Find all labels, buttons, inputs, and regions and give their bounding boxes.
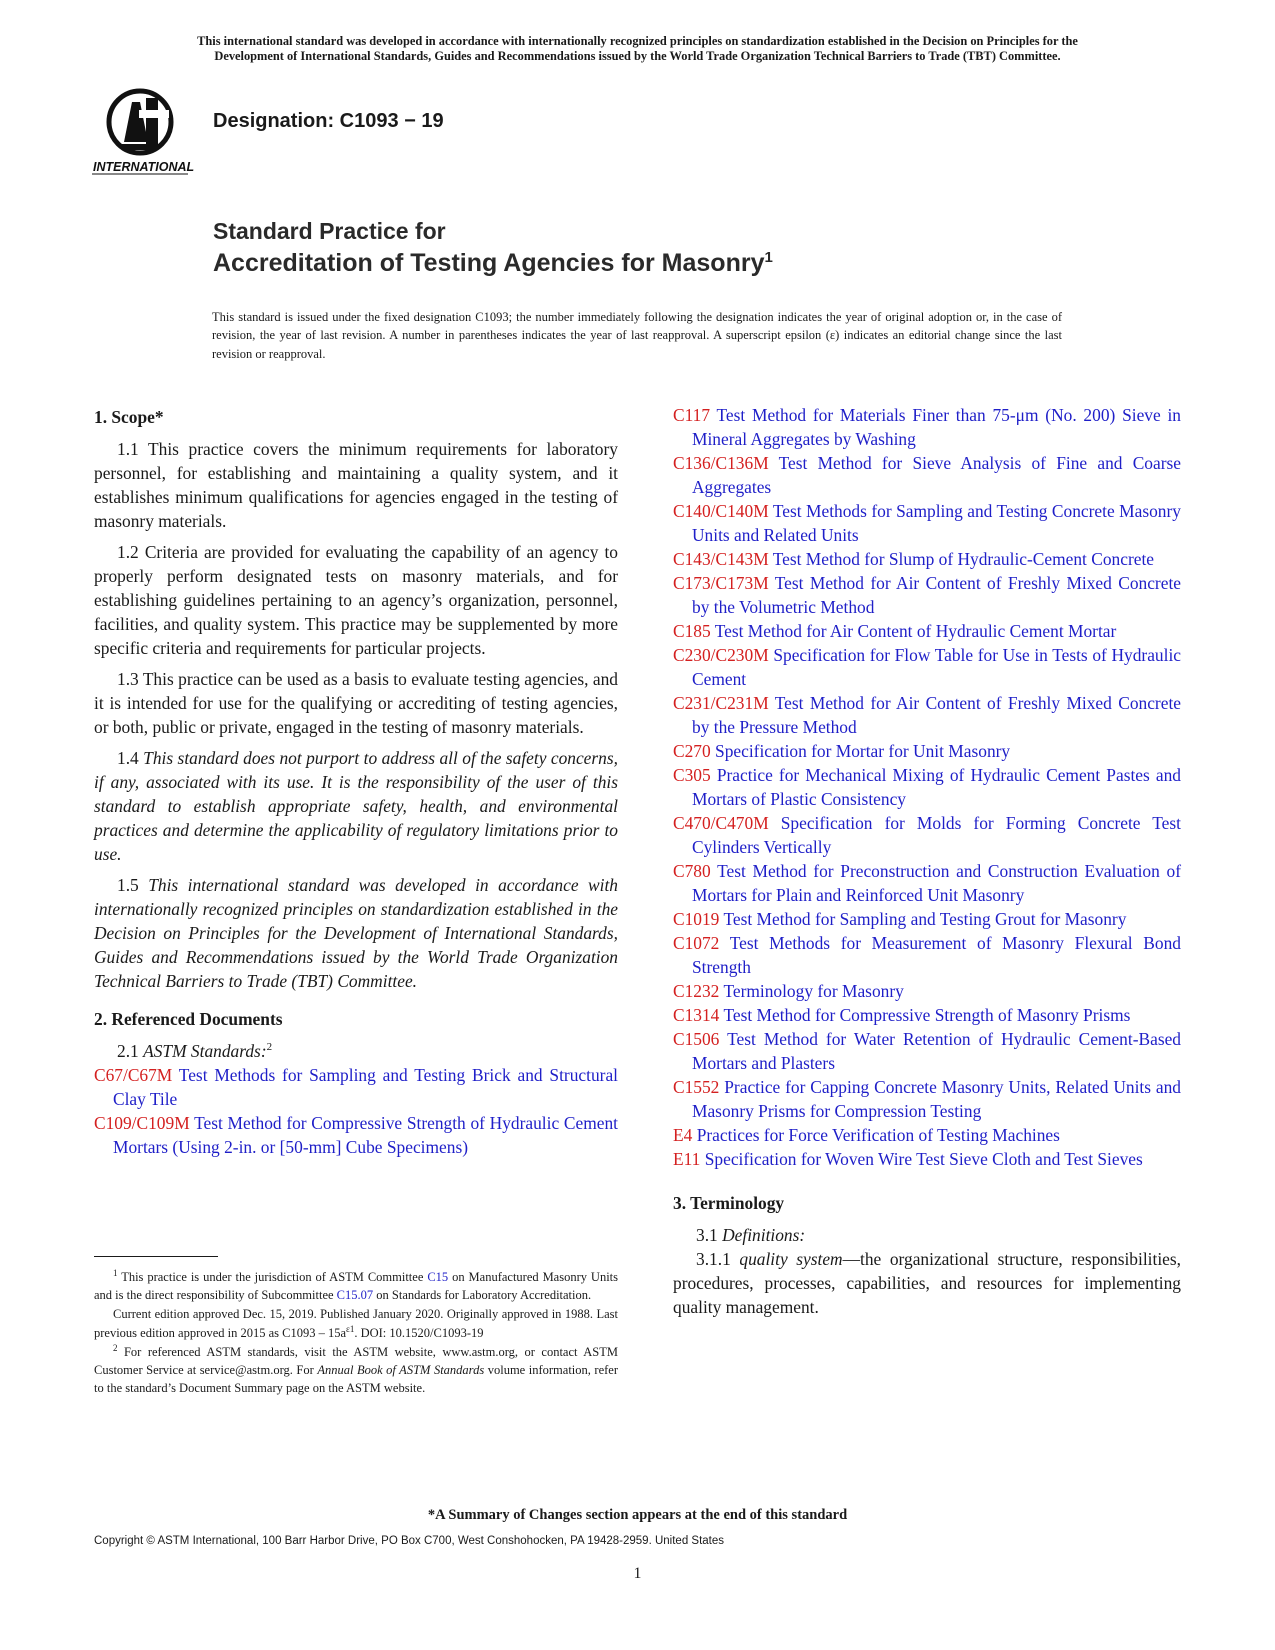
reference-link[interactable]: [94, 1111, 618, 1159]
summary-of-changes-note: *A Summary of Changes section appears at the end of this standard: [427, 1507, 848, 1523]
ref-title: Test Method for Slump of Hydraulic-Cement Concrete: [772, 549, 1155, 569]
definition-term: quality system: [739, 1249, 843, 1269]
ref-title: Test Method for Materials Finer than 75-μm (No. 200) Sieve in Mineral Aggregates by Washing: [692, 405, 1181, 449]
definition-quality-system: [673, 1247, 1181, 1319]
ref-code: E4: [673, 1125, 693, 1145]
reference-link[interactable]: [673, 451, 1181, 499]
ref-code: C173/C173M: [673, 573, 769, 593]
fn2-text-a: For referenced ASTM standards, visit the ASTM website, www.astm.org, or contact ASTM Customer Service at service@astm.org. For: [94, 1344, 619, 1378]
ref-title: Test Methods for Sampling and Testing Concrete Masonry Units and Related Units: [692, 501, 1181, 545]
fn1-text-a: This practice is under the jurisdiction of ASTM Committee: [121, 1270, 424, 1284]
left-column: [94, 405, 618, 1159]
title-footnote-mark: 1: [764, 249, 773, 266]
reference-link[interactable]: [673, 811, 1181, 859]
scope-1-3: 1.3 This practice can be used as a basis to evaluate testing agencies, and it is intended for use for the qualifying or accrediting of testing agencies, or both, public or private, engaged in the testing of masonry materials.: [94, 669, 618, 737]
ref-code: C305: [673, 765, 711, 785]
ref-code: C136/C136M: [673, 453, 769, 473]
scope-1-4-num: 1.4: [117, 748, 139, 768]
ref-title: Test Method for Sieve Analysis of Fine and Coarse Aggregates: [692, 453, 1181, 497]
title-line1: Standard Practice for: [213, 218, 446, 244]
scope-heading: 1. Scope*: [94, 407, 164, 427]
edition-note: [94, 1305, 618, 1341]
ref-code: C780: [673, 861, 711, 881]
title-text: Accreditation of Testing Agencies for Masonry: [213, 249, 765, 277]
wto-notice: [60, 34, 1215, 64]
edition-doi: . DOI: 10.1520/C1093-19: [354, 1325, 484, 1340]
scope-1-4: [94, 746, 618, 866]
left-ref-list: [94, 1063, 618, 1159]
ref-title: Test Method for Preconstruction and Construction Evaluation of Mortars for Plain and Reinforced Unit Masonry: [692, 861, 1181, 905]
copyright: Copyright © ASTM International, 100 Barr Harbor Drive, PO Box C700, West Conshohocken, PA 19428-2959. United States: [94, 1535, 725, 1547]
ref-title: Test Method for Air Content of Hydraulic Cement Mortar: [714, 621, 1117, 641]
ref-code: C1552: [673, 1077, 720, 1097]
footnote-1: [94, 1268, 618, 1304]
subcommittee-c1507-link[interactable]: C15.07: [336, 1288, 374, 1303]
astm-standards-subhead: [94, 1039, 618, 1063]
astm-standards-label: ASTM Standards:: [143, 1041, 267, 1061]
reference-link[interactable]: [673, 643, 1181, 691]
document-title: [213, 215, 773, 279]
ref-title: Test Method for Sampling and Testing Grout for Masonry: [723, 909, 1127, 929]
reference-link[interactable]: [673, 619, 1181, 643]
scope-1-5: [94, 873, 618, 993]
reference-link[interactable]: [673, 547, 1181, 571]
definition-num: 3.1.1: [696, 1249, 731, 1269]
reference-link[interactable]: [673, 859, 1181, 907]
referenced-heading: 2. Referenced Documents: [94, 1009, 283, 1029]
astm-standards-num: 2.1: [117, 1041, 139, 1061]
issued-note: This standard is issued under the fixed designation C1093; the number immediately following the designation indicates the year of original adoption or, in the case of revision, the year of last revision. A number in parentheses indicates the year of last reapproval. A superscript epsilon (ε) indicates an editorial change since the last revision or reapproval.: [212, 310, 1062, 361]
reference-link[interactable]: [673, 763, 1181, 811]
title-line2: [213, 247, 773, 279]
reference-link[interactable]: [673, 979, 1181, 1003]
ref-code: C67/C67M: [94, 1065, 173, 1085]
definitions-label: Definitions:: [722, 1225, 806, 1245]
ref-code: C140/C140M: [673, 501, 769, 521]
reference-link[interactable]: [673, 907, 1181, 931]
ref-code: C185: [673, 621, 711, 641]
ref-title: Test Method for Air Content of Freshly Mixed Concrete by the Pressure Method: [692, 693, 1181, 737]
ref-title: Practice for Mechanical Mixing of Hydraulic Cement Pastes and Mortars of Plastic Consistency: [692, 765, 1181, 809]
reference-link[interactable]: [673, 1147, 1181, 1171]
scope-1-1: 1.1 This practice covers the minimum requirements for laboratory personnel, for establishing and maintaining a quality system, and it establishes minimum qualifications for agencies engaged in the testing of masonry materials.: [94, 439, 618, 531]
reference-link[interactable]: [673, 1123, 1181, 1147]
ref-code: C117: [673, 405, 711, 425]
ref-code: C1314: [673, 1005, 720, 1025]
ref-code: C143/C143M: [673, 549, 769, 569]
ref-title: Test Method for Water Retention of Hydraulic Cement-Based Mortars and Plasters: [692, 1029, 1182, 1073]
ref-code: E11: [673, 1149, 701, 1169]
committee-c15-link[interactable]: C15: [427, 1270, 449, 1284]
ref-title: Specification for Flow Table for Use in Tests of Hydraulic Cement: [692, 645, 1181, 689]
definitions-num: 3.1: [696, 1225, 718, 1245]
wto-notice-line2: Development of International Standards, Guides and Recommendations issued by the World Trade Organization Technical Barriers to Trade (TBT) Committee.: [214, 49, 1061, 63]
reference-link[interactable]: [673, 931, 1181, 979]
ref-code: C1072: [673, 933, 720, 953]
ref-title: Test Method for Air Content of Freshly Mixed Concrete by the Volumetric Method: [692, 573, 1181, 617]
ref-title: Test Methods for Sampling and Testing Brick and Structural Clay Tile: [113, 1065, 618, 1109]
reference-link[interactable]: [673, 499, 1181, 547]
astm-logo: [92, 84, 202, 184]
reference-link[interactable]: [673, 691, 1181, 739]
reference-link[interactable]: [673, 403, 1181, 451]
footnotes: [94, 1268, 618, 1398]
footnote-2: [94, 1343, 618, 1398]
fn2-book: Annual Book of ASTM Standards: [317, 1363, 485, 1378]
scope-1-5-text: This international standard was developed in accordance with internationally recognized principles on standardization established in the Decision on Principles for the Development of International Standards, Guides and Recommendations issued by the World Trade Organization Technical Barriers to Trade (TBT) Committee.: [94, 875, 618, 991]
page-number: 1: [633, 1565, 642, 1582]
scope-1-2: 1.2 Criteria are provided for evaluating the capability of an agency to properly perform designated tests on masonry materials, and for establishing guidelines pertaining to an agency’s organization, personnel, facilities, and quality system. This practice may be supplemented by more specific criteria and requirements for particular projects.: [94, 542, 618, 658]
ref-title: Test Method for Compressive Strength of Masonry Prisms: [723, 1005, 1131, 1025]
wto-notice-line1: This international standard was developed in accordance with internationally recognized principles on standardization established in the Decision on Principles for the: [197, 34, 1078, 48]
reference-link[interactable]: [673, 739, 1181, 763]
scope-1-4-text: This standard does not purport to address all of the safety concerns, if any, associated with its use. It is the responsibility of the user of this standard to establish appropriate safety, health, and environmental practices and determine the applicability of regulatory limitations prior to use.: [94, 748, 618, 864]
fn2-mark: 2: [113, 1342, 118, 1353]
footnote-rule: [94, 1256, 218, 1257]
scope-1-5-num: 1.5: [117, 875, 139, 895]
ref-code: C230/C230M: [673, 645, 769, 665]
ref-code: C1019: [673, 909, 720, 929]
fn1-text-c: on Standards for Laboratory Accreditation.: [376, 1288, 592, 1303]
reference-link[interactable]: [673, 1027, 1181, 1075]
right-column: [673, 403, 1181, 1319]
reference-link[interactable]: [673, 571, 1181, 619]
right-ref-list: [673, 403, 1181, 1171]
ref-title: Practices for Force Verification of Testing Machines: [696, 1125, 1060, 1145]
ref-title: Practice for Capping Concrete Masonry Units, Related Units and Masonry Prisms for Compression Testing: [692, 1077, 1181, 1121]
definition-text: —the organizational structure, responsibilities, procedures, processes, capabilities, and resources for implementing quality management.: [673, 1249, 1181, 1317]
logo-wordmark: INTERNATIONAL: [93, 160, 195, 174]
astm-standards-mark: 2: [266, 1041, 273, 1053]
fn1-mark: 1: [113, 1268, 118, 1278]
definitions-subhead: [673, 1223, 1181, 1247]
terminology-heading: 3. Terminology: [673, 1193, 785, 1213]
ref-title: Specification for Woven Wire Test Sieve Cloth and Test Sieves: [704, 1149, 1143, 1169]
ref-title: Specification for Molds for Forming Concrete Test Cylinders Vertically: [692, 813, 1181, 857]
ref-title: Terminology for Masonry: [723, 981, 904, 1001]
fn1-text-b: on Manufactured Masonry Units and is the direct responsibility of Subcommittee: [94, 1270, 619, 1303]
fn2-text-b: volume information, refer to the standard’s Document Summary page on the ASTM website.: [94, 1363, 619, 1396]
edition-text: Current edition approved Dec. 15, 2019. Published January 2020. Originally approved in 1988. Last previous edition approved in 2015 as C1093 – 15a: [94, 1307, 618, 1340]
ref-code: C270: [673, 741, 711, 761]
ref-code: C1232: [673, 981, 720, 1001]
reference-link[interactable]: [673, 1075, 1181, 1123]
ref-code: C470/C470M: [673, 813, 769, 833]
ref-code: C231/C231M: [673, 693, 769, 713]
reference-link[interactable]: [673, 1003, 1181, 1027]
ref-code: C109/C109M: [94, 1113, 190, 1133]
reference-link[interactable]: [94, 1063, 618, 1111]
edition-epsilon: ε1: [346, 1323, 355, 1334]
ref-title: Test Method for Compressive Strength of Hydraulic Cement Mortars (Using 2-in. or [50-mm] Cube Specimens): [113, 1113, 618, 1157]
ref-code: C1506: [673, 1029, 720, 1049]
designation: Designation: C1093 − 19: [213, 110, 444, 132]
ref-title: Specification for Mortar for Unit Masonry: [715, 741, 1011, 761]
ref-title: Test Methods for Measurement of Masonry Flexural Bond Strength: [692, 933, 1181, 977]
